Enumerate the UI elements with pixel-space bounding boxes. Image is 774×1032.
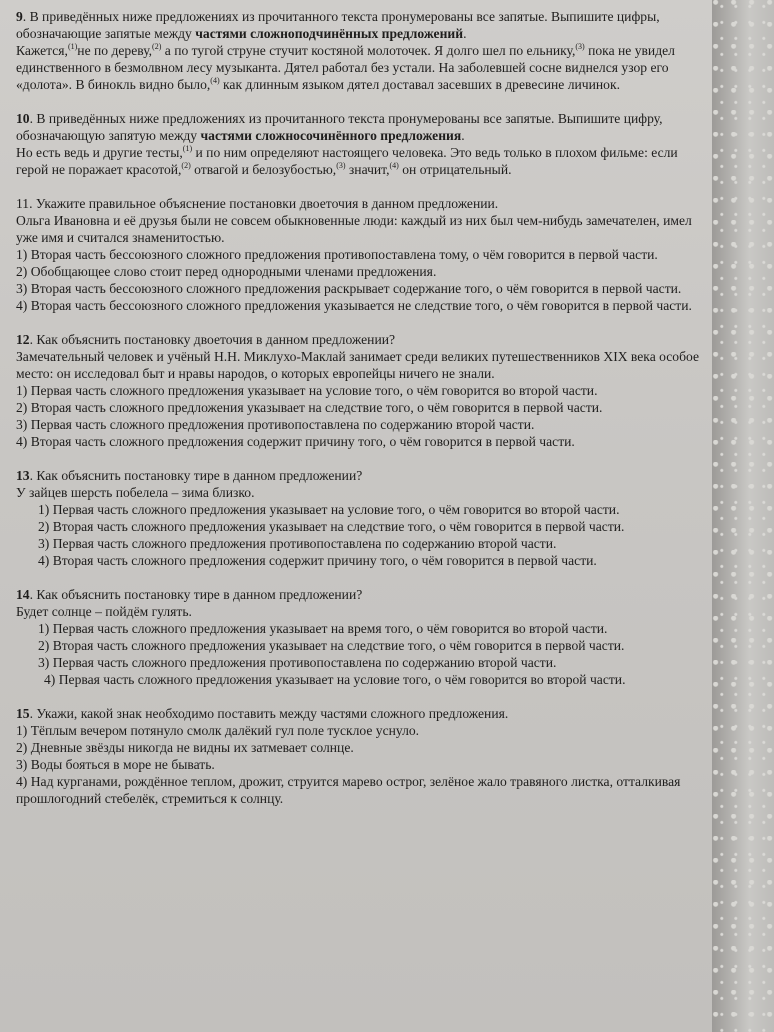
answer-option-2: 2) Вторая часть сложного предложения указывает на следствие того, о чём говорится в первой части. [16, 400, 603, 415]
answer-option-3: 3) Первая часть сложного предложения противопоставлена по содержанию второй части. [38, 655, 557, 670]
question-13-title [16, 467, 710, 484]
question-number: 13 [16, 468, 30, 483]
title-text: . Как объяснить постановку тире в данном предложении? [29, 587, 363, 602]
text-fragment: отвагой и белозубостью, [190, 162, 337, 177]
text-fragment: как длинным языком дятел доставал засевших в древесине личинок. [219, 77, 620, 92]
text-fragment: значит, [345, 162, 390, 177]
question-14 [16, 586, 710, 688]
question-9 [16, 8, 710, 93]
title-text: . Как объяснить постановку тире в данном предложении? [29, 468, 363, 483]
prompt-emphasis: частями сложносочинённого предложения [200, 128, 462, 143]
comma-marker: (3) [575, 42, 585, 51]
comma-marker: (2) [152, 42, 162, 51]
prompt-end: . [463, 26, 467, 41]
question-13 [16, 467, 710, 569]
answer-option-2: 2) Обобщающее слово стоит перед однородными членами предложения. [16, 264, 437, 279]
answer-option-2: 2) Вторая часть сложного предложения указывает на следствие того, о чём говорится в первой части. [38, 638, 625, 653]
question-9-text [16, 42, 710, 93]
question-number: 14 [16, 587, 30, 602]
question-12-title [16, 331, 710, 348]
answer-option-1: 1) Вторая часть бессоюзного сложного предложения противопоставлена тому, о чём говорится в первой части. [16, 247, 658, 262]
text-fragment: а по тугой струне стучит костяной молоточек. Я долго шел по ельнику, [161, 43, 576, 58]
prompt-text: . В приведённых ниже предложениях из прочитанного текста пронумерованы все запятые. Выпишите цифру, обозначающую запятую между [16, 111, 663, 143]
comma-marker: (1) [67, 42, 78, 51]
answer-option-1: 1) Первая часть сложного предложения указывает на время того, о чём говорится во второй части. [38, 621, 608, 636]
text-fragment: и по ним определяют настоящего человека. Это ведь только в плохом фильме: если герой не поражает красотой, [16, 145, 678, 177]
text-fragment: пока не увидел единственного в безмолвном лесу музыканта. Дятел работал без устали. На заболевшей сосне виднелся узор его «долота». В бинокль видно было, [16, 43, 675, 92]
answer-option-4: 4) Вторая часть бессоюзного сложного предложения указывается не следствие того, о чём говорится в первой части. [16, 298, 692, 313]
comma-marker: (3) [336, 161, 346, 170]
answer-option-4: 4) Первая часть сложного предложения указывает на условие того, о чём говорится во второй части. [44, 672, 626, 687]
text-fragment: Но есть ведь и другие тесты, [16, 145, 183, 160]
comma-marker: (1) [182, 144, 193, 153]
answer-option-3: 3) Первая часть сложного предложения противопоставлена по содержанию второй части. [16, 417, 535, 432]
answer-option-4: 4) Вторая часть сложного предложения содержит причину того, о чём говорится в первой части. [16, 434, 575, 449]
answer-option-4: 4) Над курганами, рождённое теплом, дрожит, струится марево острог, зелёное жало травяного листка, отталкивая прошлогодний стебелёк, стремиться к солнцу. [16, 774, 681, 806]
answer-option-2: 2) Вторая часть сложного предложения указывает на следствие того, о чём говорится в первой части. [38, 519, 625, 534]
answer-option-1: 1) Тёплым вечером потянуло смолк далёкий гул поле тусклое уснуло. [16, 723, 420, 738]
prompt-emphasis: частями сложноподчинённых предложений [195, 26, 464, 41]
question-15 [16, 705, 710, 807]
answer-option-1: 1) Первая часть сложного предложения указывает на условие того, о чём говорится во второй части. [16, 383, 598, 398]
question-number: 9 [16, 9, 23, 24]
answer-option-3: 3) Вторая часть бессоюзного сложного предложения раскрывает содержание того, о чём говорится в первой части. [16, 281, 682, 296]
question-14-title [16, 586, 710, 603]
prompt-text: . В приведённых ниже предложениях из прочитанного текста пронумерованы все запятые. Выпишите цифры, обозначающие запятые между [16, 9, 660, 41]
text-fragment: не по дереву, [77, 43, 153, 58]
question-12 [16, 331, 710, 450]
answer-option-1: 1) Первая часть сложного предложения указывает на условие того, о чём говорится во второй части. [38, 502, 620, 517]
question-number: 10 [16, 111, 30, 126]
question-number: 12 [16, 332, 30, 347]
question-15-title [16, 705, 710, 722]
document-content [16, 8, 710, 824]
prompt-end: . [461, 128, 465, 143]
title-text: . Укажи, какой знак необходимо поставить между частями сложного предложения. [29, 706, 509, 721]
question-12-sentence: Замечательный человек и учёный Н.Н. Миклухо-Маклай занимает среди великих путешественников XIX века особое место: он исследовал быт и нравы народов, о которых европейцы ничего не знали. [16, 349, 700, 381]
answer-option-3: 3) Воды бояться в море не бывать. [16, 757, 215, 772]
comma-marker: (4) [389, 161, 399, 170]
comma-marker: (2) [181, 161, 191, 170]
text-fragment: он отрицательный. [398, 162, 512, 177]
title-text: . Как объяснить постановку двоеточия в данном предложении? [29, 332, 396, 347]
comma-marker: (4) [210, 76, 220, 85]
question-10-text [16, 144, 710, 178]
question-14-sentence: Будет солнце – пойдём гулять. [16, 604, 192, 619]
answer-option-4: 4) Вторая часть сложного предложения содержит причину того, о чём говорится в первой части. [38, 553, 597, 568]
question-11-sentence: Ольга Ивановна и её друзья были не совсем обыкновенные люди: каждый из них был чем-нибудь замечателен, имел уже имя и считался знаменитостью. [16, 213, 692, 245]
answer-option-2: 2) Дневные звёзды никогда не видны их затмевает солнце. [16, 740, 354, 755]
question-11-title: 11. Укажите правильное объяснение постановки двоеточия в данном предложении. [16, 196, 499, 211]
question-11 [16, 195, 710, 314]
text-fragment: Кажется, [16, 43, 68, 58]
question-number: 15 [16, 706, 30, 721]
question-10-prompt [16, 110, 710, 144]
background-surface [712, 0, 774, 1032]
question-13-sentence: У зайцев шерсть побелела – зима близко. [16, 485, 255, 500]
question-9-prompt [16, 8, 710, 42]
answer-option-3: 3) Первая часть сложного предложения противопоставлена по содержанию второй части. [38, 536, 557, 551]
question-10 [16, 110, 710, 178]
